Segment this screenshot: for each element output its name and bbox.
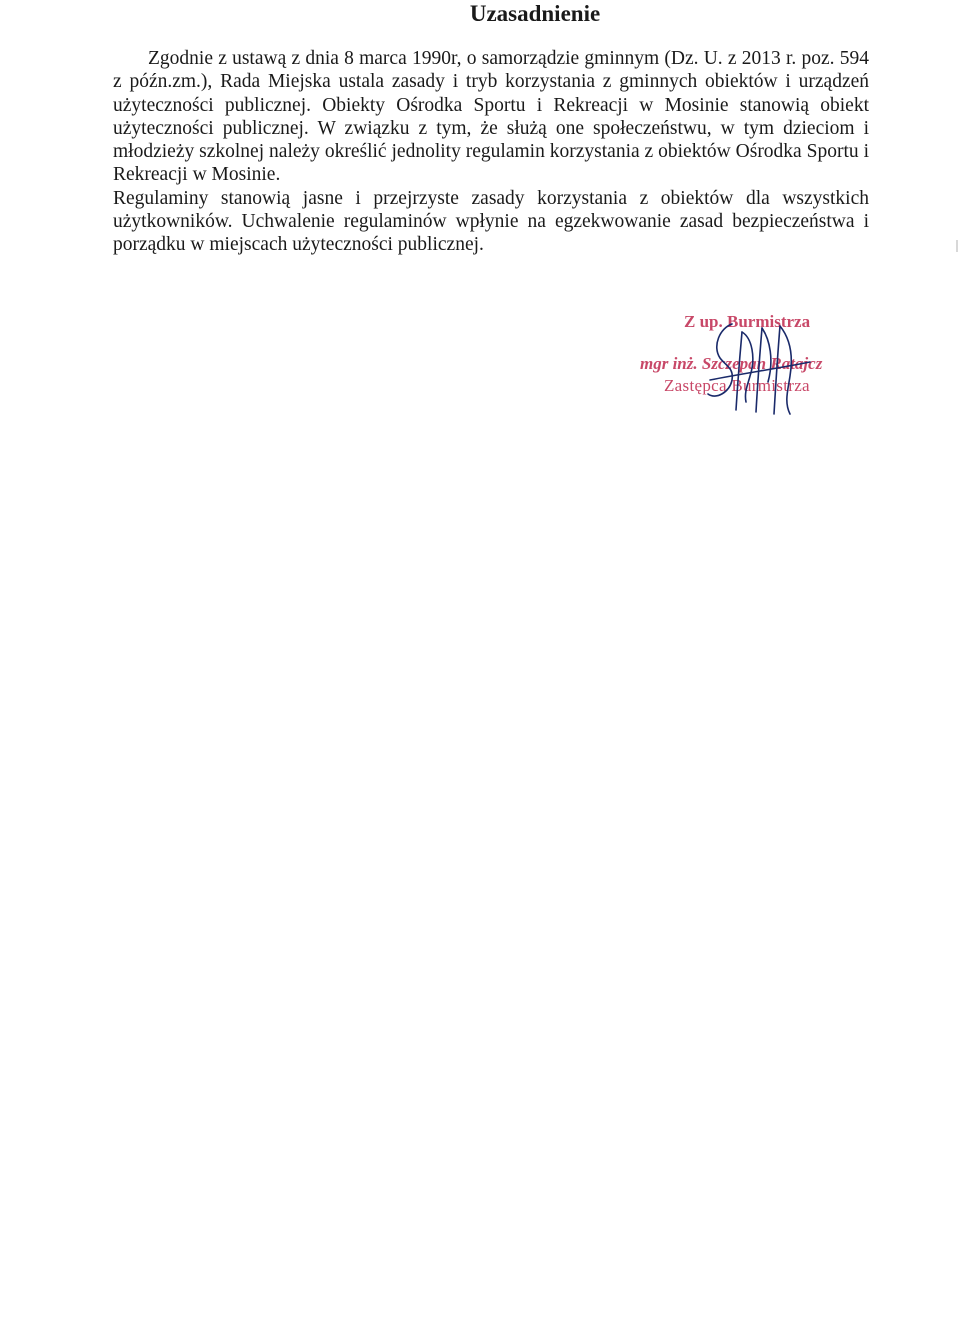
justification-body bbox=[113, 47, 869, 257]
paragraph-1: Zgodnie z ustawą z dnia 8 marca 1990r, o samorządzie gminnym (Dz. U. z 2013 r. poz. 594 z późn.zm.), Rada Miejska ustala zasady i tryb korzystania z gminnych obiektów i urządzeń użyteczności publicznej. Obiekty Ośrodka Sportu i Rekreacji w Mosinie stanowią obiekt użyteczności publicznej. W związku z tym, że służą one społeczeństwu, w tym dzieciom i młodzieży szkolnej należy określić jednolity regulamin korzystania z obiektów Ośrodka Sportu i Rekreacji w Mosinie. bbox=[113, 48, 869, 186]
page-title: Uzasadnienie bbox=[469, 1, 601, 26]
stamp-name-line: mgr inż. Szczepan Ratajcz bbox=[640, 354, 823, 373]
stamp-authority-line: Z up. Burmistrza bbox=[684, 312, 811, 331]
stamp-position-line: Zastępca Burmistrza bbox=[664, 376, 810, 395]
paragraph-2: Regulaminy stanowią jasne i przejrzyste zasady korzystania z obiektów dla wszystkich użytkowników. Uchwalenie regulaminów wpłynie na egzekwowanie zasad bezpieczeństwa i porządku w miejscach użyteczności publicznej. bbox=[113, 187, 869, 256]
scan-edge-mark bbox=[956, 240, 958, 252]
handwritten-signature bbox=[690, 318, 820, 418]
